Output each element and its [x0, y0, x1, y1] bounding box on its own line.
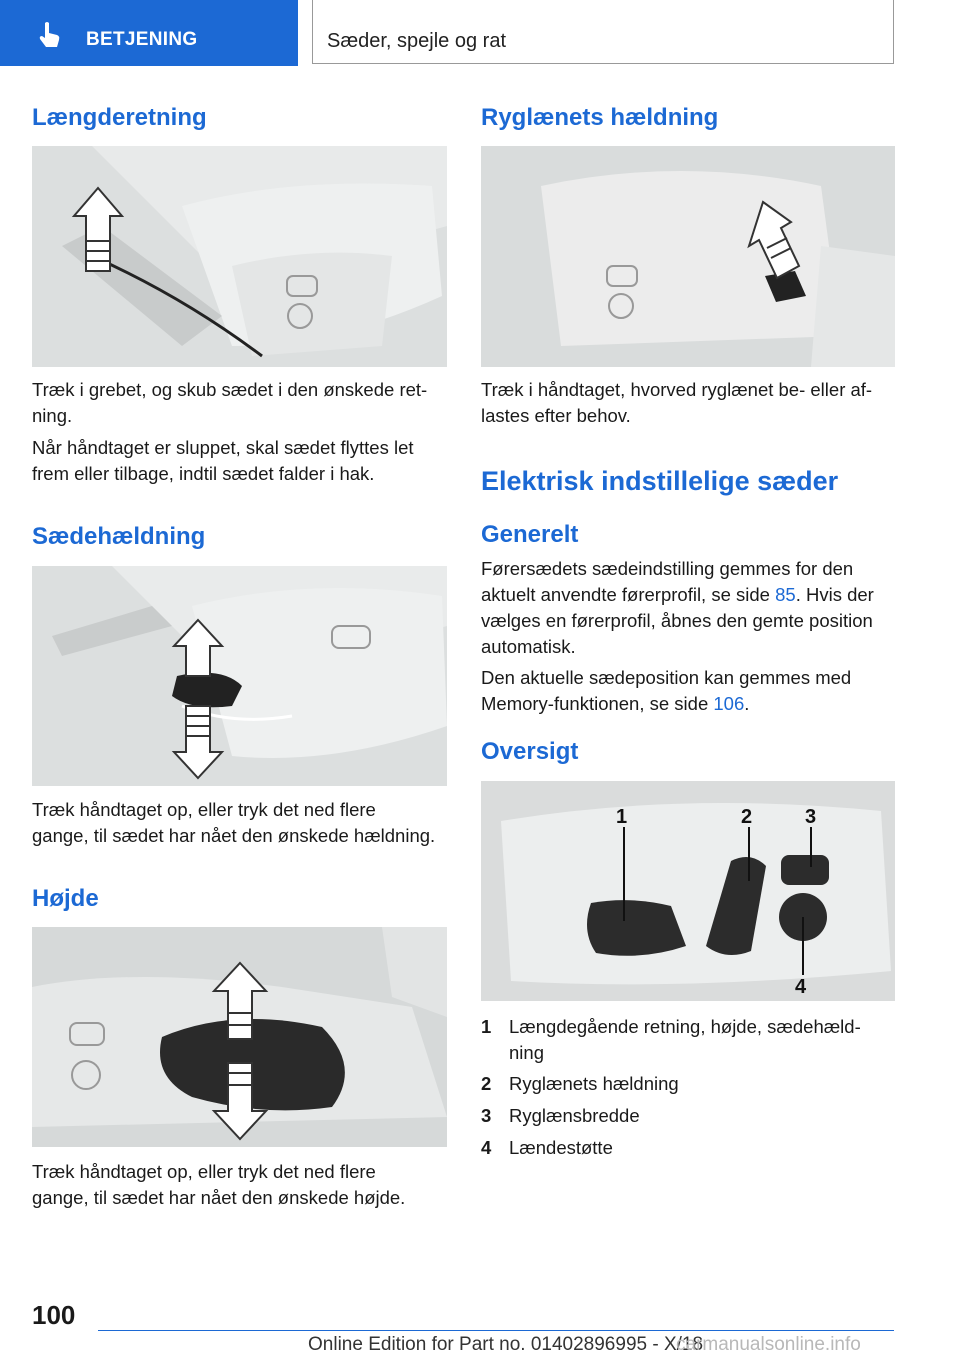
- footer-edition: Online Edition for Part no. 01402896995 - X/18: [308, 1334, 704, 1355]
- generelt-line-4: automatisk.: [481, 636, 576, 657]
- page-link-106[interactable]: 106: [713, 693, 745, 714]
- s3-paragraph-1a: Træk håndtaget op, eller tryk det ned flere: [32, 1161, 376, 1182]
- generelt-line-2: aktuelt anvendte førerprofil, se side 85. Hvis der: [481, 584, 874, 605]
- heading-oversigt: Oversigt: [481, 738, 579, 765]
- seat-height-illustration: [32, 927, 447, 1147]
- heading-hojde: Højde: [32, 885, 99, 912]
- memory-line-2: Memory-funktionen, se side 106.: [481, 693, 750, 714]
- seat-controls-overview-illustration: [481, 781, 895, 1001]
- generelt-line-1: Førersædets sædeindstilling gemmes for den: [481, 558, 854, 579]
- backrest-tilt-illustration: [481, 146, 895, 367]
- s1-paragraph-1b: ning.: [32, 405, 73, 426]
- r1-paragraph-1b: lastes efter behov.: [481, 405, 631, 426]
- section-label: BETJENING: [86, 29, 198, 50]
- heading-laengderetning: Længderetning: [32, 104, 207, 131]
- s3-paragraph-1b: gange, til sædet har nået den ønskede højde.: [32, 1187, 406, 1208]
- s1-paragraph-1a: Træk i grebet, og skub sædet i den ønskede ret-: [32, 379, 428, 400]
- seat-longitudinal-illustration: [32, 146, 447, 367]
- heading-ryglaenets-haeldning: Ryglænets hældning: [481, 104, 719, 131]
- page-link-85[interactable]: 85: [775, 584, 796, 605]
- callout-4: 4: [795, 976, 807, 998]
- s2-paragraph-1a: Træk håndtaget op, eller tryk det ned flere: [32, 799, 376, 820]
- memory-line-1: Den aktuelle sædeposition kan gemmes med: [481, 667, 852, 688]
- generelt-line-3: vælges en førerprofil, åbnes den gemte position: [481, 610, 873, 631]
- chapter-title: Sæder, spejle og rat: [327, 30, 506, 52]
- callout-2: 2: [741, 806, 753, 828]
- chapter-header: [312, 0, 894, 64]
- callout-1: 1: [616, 806, 628, 828]
- s2-paragraph-1b: gange, til sædet har nået den ønskede hældning.: [32, 825, 436, 846]
- heading-saedehaeldning: Sædehældning: [32, 523, 206, 550]
- s1-paragraph-2a: Når håndtaget er sluppet, skal sædet flyttes let: [32, 437, 414, 458]
- hand-pointer-icon: [34, 20, 64, 50]
- page-number: 100: [32, 1300, 76, 1330]
- seat-tilt-illustration: [32, 566, 447, 786]
- callout-3: 3: [805, 806, 817, 828]
- s1-paragraph-2b: frem eller tilbage, indtil sædet falder i hak.: [32, 463, 375, 484]
- r1-paragraph-1a: Træk i håndtaget, hvorved ryglænet be- eller af-: [481, 379, 873, 400]
- section-tab[interactable]: [0, 0, 298, 66]
- heading-generelt: Generelt: [481, 521, 579, 548]
- footer-divider: [98, 1330, 894, 1331]
- footer-watermark: carmanualsonline.info: [676, 1334, 861, 1355]
- heading-elektrisk-saeder: Elektrisk indstillelige sæder: [481, 466, 839, 496]
